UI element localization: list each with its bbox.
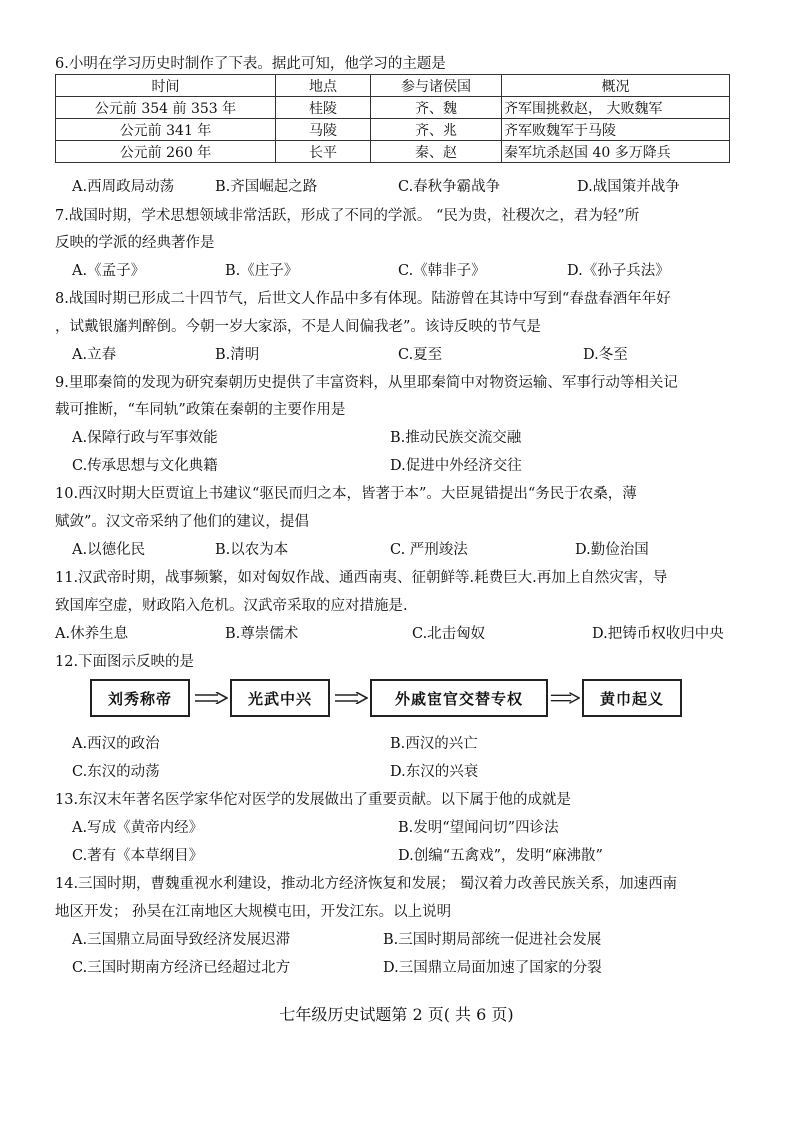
flow-box-2: 光武中兴	[230, 679, 330, 717]
q10-option-c: C. 严刑竣法	[390, 542, 468, 558]
q13-option-c: C.著有《本草纲目》	[72, 848, 204, 864]
q14-option-b: B.三国时期局部统一促进社会发展	[383, 932, 602, 948]
q10-option-a: A.以德化民	[72, 542, 146, 558]
q14-option-a: A.三国鼎立局面导致经济发展迟滞	[72, 932, 291, 948]
q13-stem: 13.东汉末年著名医学家华佗对医学的发展做出了重要贡献。以下属于他的成就是	[55, 792, 572, 808]
flow-box-4: 黄巾起义	[582, 679, 682, 717]
q12-stem: 12.下面图示反映的是	[55, 654, 195, 670]
table-cell: 秦、赵	[371, 141, 502, 163]
q6-table	[55, 74, 730, 163]
q10-option-b: B.以农为本	[215, 542, 289, 558]
table-cell: 齐军败魏军于马陵	[502, 119, 730, 141]
q6-option-b: B.齐国崛起之路	[215, 179, 318, 195]
q12-option-d: D.东汉的兴衰	[390, 764, 479, 780]
q11-stem-line1: 11.汉武帝时期，战事频繁，如对匈奴作战、通西南夷、征朝鲜等.耗费巨大.再加上自然灾害，导	[55, 570, 668, 586]
table-cell: 齐、兆	[371, 119, 502, 141]
q10-option-d: D.勤俭治国	[575, 542, 649, 558]
table-cell: 齐、魏	[371, 97, 502, 119]
q10-stem-line1: 10.西汉时期大臣贾谊上书建议“驱民而归之本，皆著于本”。大臣晁错提出“务民于农桑，薄	[55, 486, 637, 502]
q14-stem-line2: 地区开发； 孙吴在江南地区大规模屯田，开发江东。以上说明	[55, 904, 452, 920]
table-cell: 公元前 354 前 353 年	[56, 97, 276, 119]
q13-option-b: B.发明“望闻问切”四诊法	[398, 820, 559, 836]
q12-option-c: C.东汉的动荡	[72, 764, 160, 780]
q14-option-c: C.三国时期南方经济已经超过北方	[72, 960, 291, 976]
q9-stem-line1: 9.里耶秦简的发现为研究秦朝历史提供了丰富资料，从里耶秦简中对物资运输、军事行动等相关记	[55, 375, 678, 391]
q14-stem-line1: 14.三国时期，曹魏重视水利建设，推动北方经济恢复和发展； 蜀汉着力改善民族关系，加速西南	[55, 876, 678, 892]
table-cell: 秦军坑杀赵国 40 多万降兵	[502, 141, 730, 163]
q13-option-a: A.写成《黄帝内经》	[72, 820, 204, 836]
q7-stem-line2: 反映的学派的经典著作是	[55, 235, 215, 251]
q13-option-d: D.创编“五禽戏”，发明“麻沸散”	[398, 848, 603, 864]
col-header-states: 参与诸侯国	[371, 75, 502, 97]
q12-option-b: B.西汉的兴亡	[390, 736, 478, 752]
flow-box-1: 刘秀称帝	[90, 679, 190, 717]
q7-stem-line1: 7.战国时期，学术思想领域非常活跃，形成了不同的学派。 “民为贵，社稷次之，君为轻”所	[55, 208, 640, 224]
col-header-summary: 概况	[502, 75, 730, 97]
q8-option-c: C.夏至	[398, 347, 443, 363]
table-cell: 公元前 341 年	[56, 119, 276, 141]
q6-option-c: C.春秋争霸战争	[398, 179, 501, 195]
q12-option-a: A.西汉的政治	[72, 736, 160, 752]
table-cell: 公元前 260 年	[56, 141, 276, 163]
q9-stem-line2: 载可推断，“车同轨”政策在秦朝的主要作用是	[55, 402, 346, 418]
flow-box-3: 外戚宦官交替专权	[370, 679, 548, 717]
table-cell: 马陵	[276, 119, 371, 141]
q11-option-d: D.把铸币权收归中央	[592, 626, 724, 642]
table-cell: 长平	[276, 141, 371, 163]
q8-option-d: D.冬至	[583, 347, 628, 363]
q7-option-a: A.《孟子》	[72, 263, 146, 279]
q7-option-c: C.《韩非子》	[398, 263, 486, 279]
table-header-row	[56, 75, 730, 97]
q8-option-b: B.清明	[215, 347, 260, 363]
q11-stem-line2: 致国库空虚，财政陷入危机。汉武帝采取的应对措施是.	[55, 598, 408, 614]
q6-stem: 6.小明在学习历史时制作了下表。据此可知，他学习的主题是	[55, 56, 446, 72]
q14-option-d: D.三国鼎立局面加速了国家的分裂	[383, 960, 602, 976]
q11-option-b: B.尊崇儒术	[225, 626, 299, 642]
table-cell: 桂陵	[276, 97, 371, 119]
q9-option-d: D.促进中外经济交往	[390, 458, 522, 474]
table-cell: 齐军围挑救赵， 大败魏军	[502, 97, 730, 119]
page-footer: 七年级历史试题第 2 页( 共 6 页)	[279, 1005, 514, 1024]
q11-option-c: C.北击匈奴	[412, 626, 486, 642]
q9-option-a: A.保障行政与军事效能	[72, 430, 218, 446]
q7-option-d: D.《孙子兵法》	[567, 263, 670, 279]
q7-option-b: B.《庄子》	[225, 263, 299, 279]
arrow-right-icon	[550, 692, 580, 704]
q9-option-c: C.传承思想与文化典籍	[72, 458, 218, 474]
q8-stem-line2: ，试戴银旛判醉倒。今朝一岁大家添，不是人间偏我老”。该诗反映的节气是	[55, 319, 541, 335]
q11-option-a: A.休养生息	[55, 626, 129, 642]
q8-option-a: A.立春	[72, 347, 117, 363]
table-row	[56, 97, 730, 119]
q6-option-a: A.西周政局动荡	[72, 179, 175, 195]
q6-option-d: D.战国策并战争	[577, 179, 680, 195]
q9-option-b: B.推动民族交流交融	[390, 430, 522, 446]
arrow-right-icon	[194, 692, 228, 704]
col-header-time: 时间	[56, 75, 276, 97]
arrow-right-icon	[334, 692, 368, 704]
table-row	[56, 119, 730, 141]
table-row	[56, 141, 730, 163]
col-header-place: 地点	[276, 75, 371, 97]
q8-stem-line1: 8.战国时期已形成二十四节气，后世文人作品中多有体现。陆游曾在其诗中写到“春盘春酒年年好	[55, 291, 671, 307]
q10-stem-line2: 赋敛”。汉文帝采纳了他们的建议，提倡	[55, 514, 309, 530]
q12-flow-diagram	[90, 677, 690, 725]
